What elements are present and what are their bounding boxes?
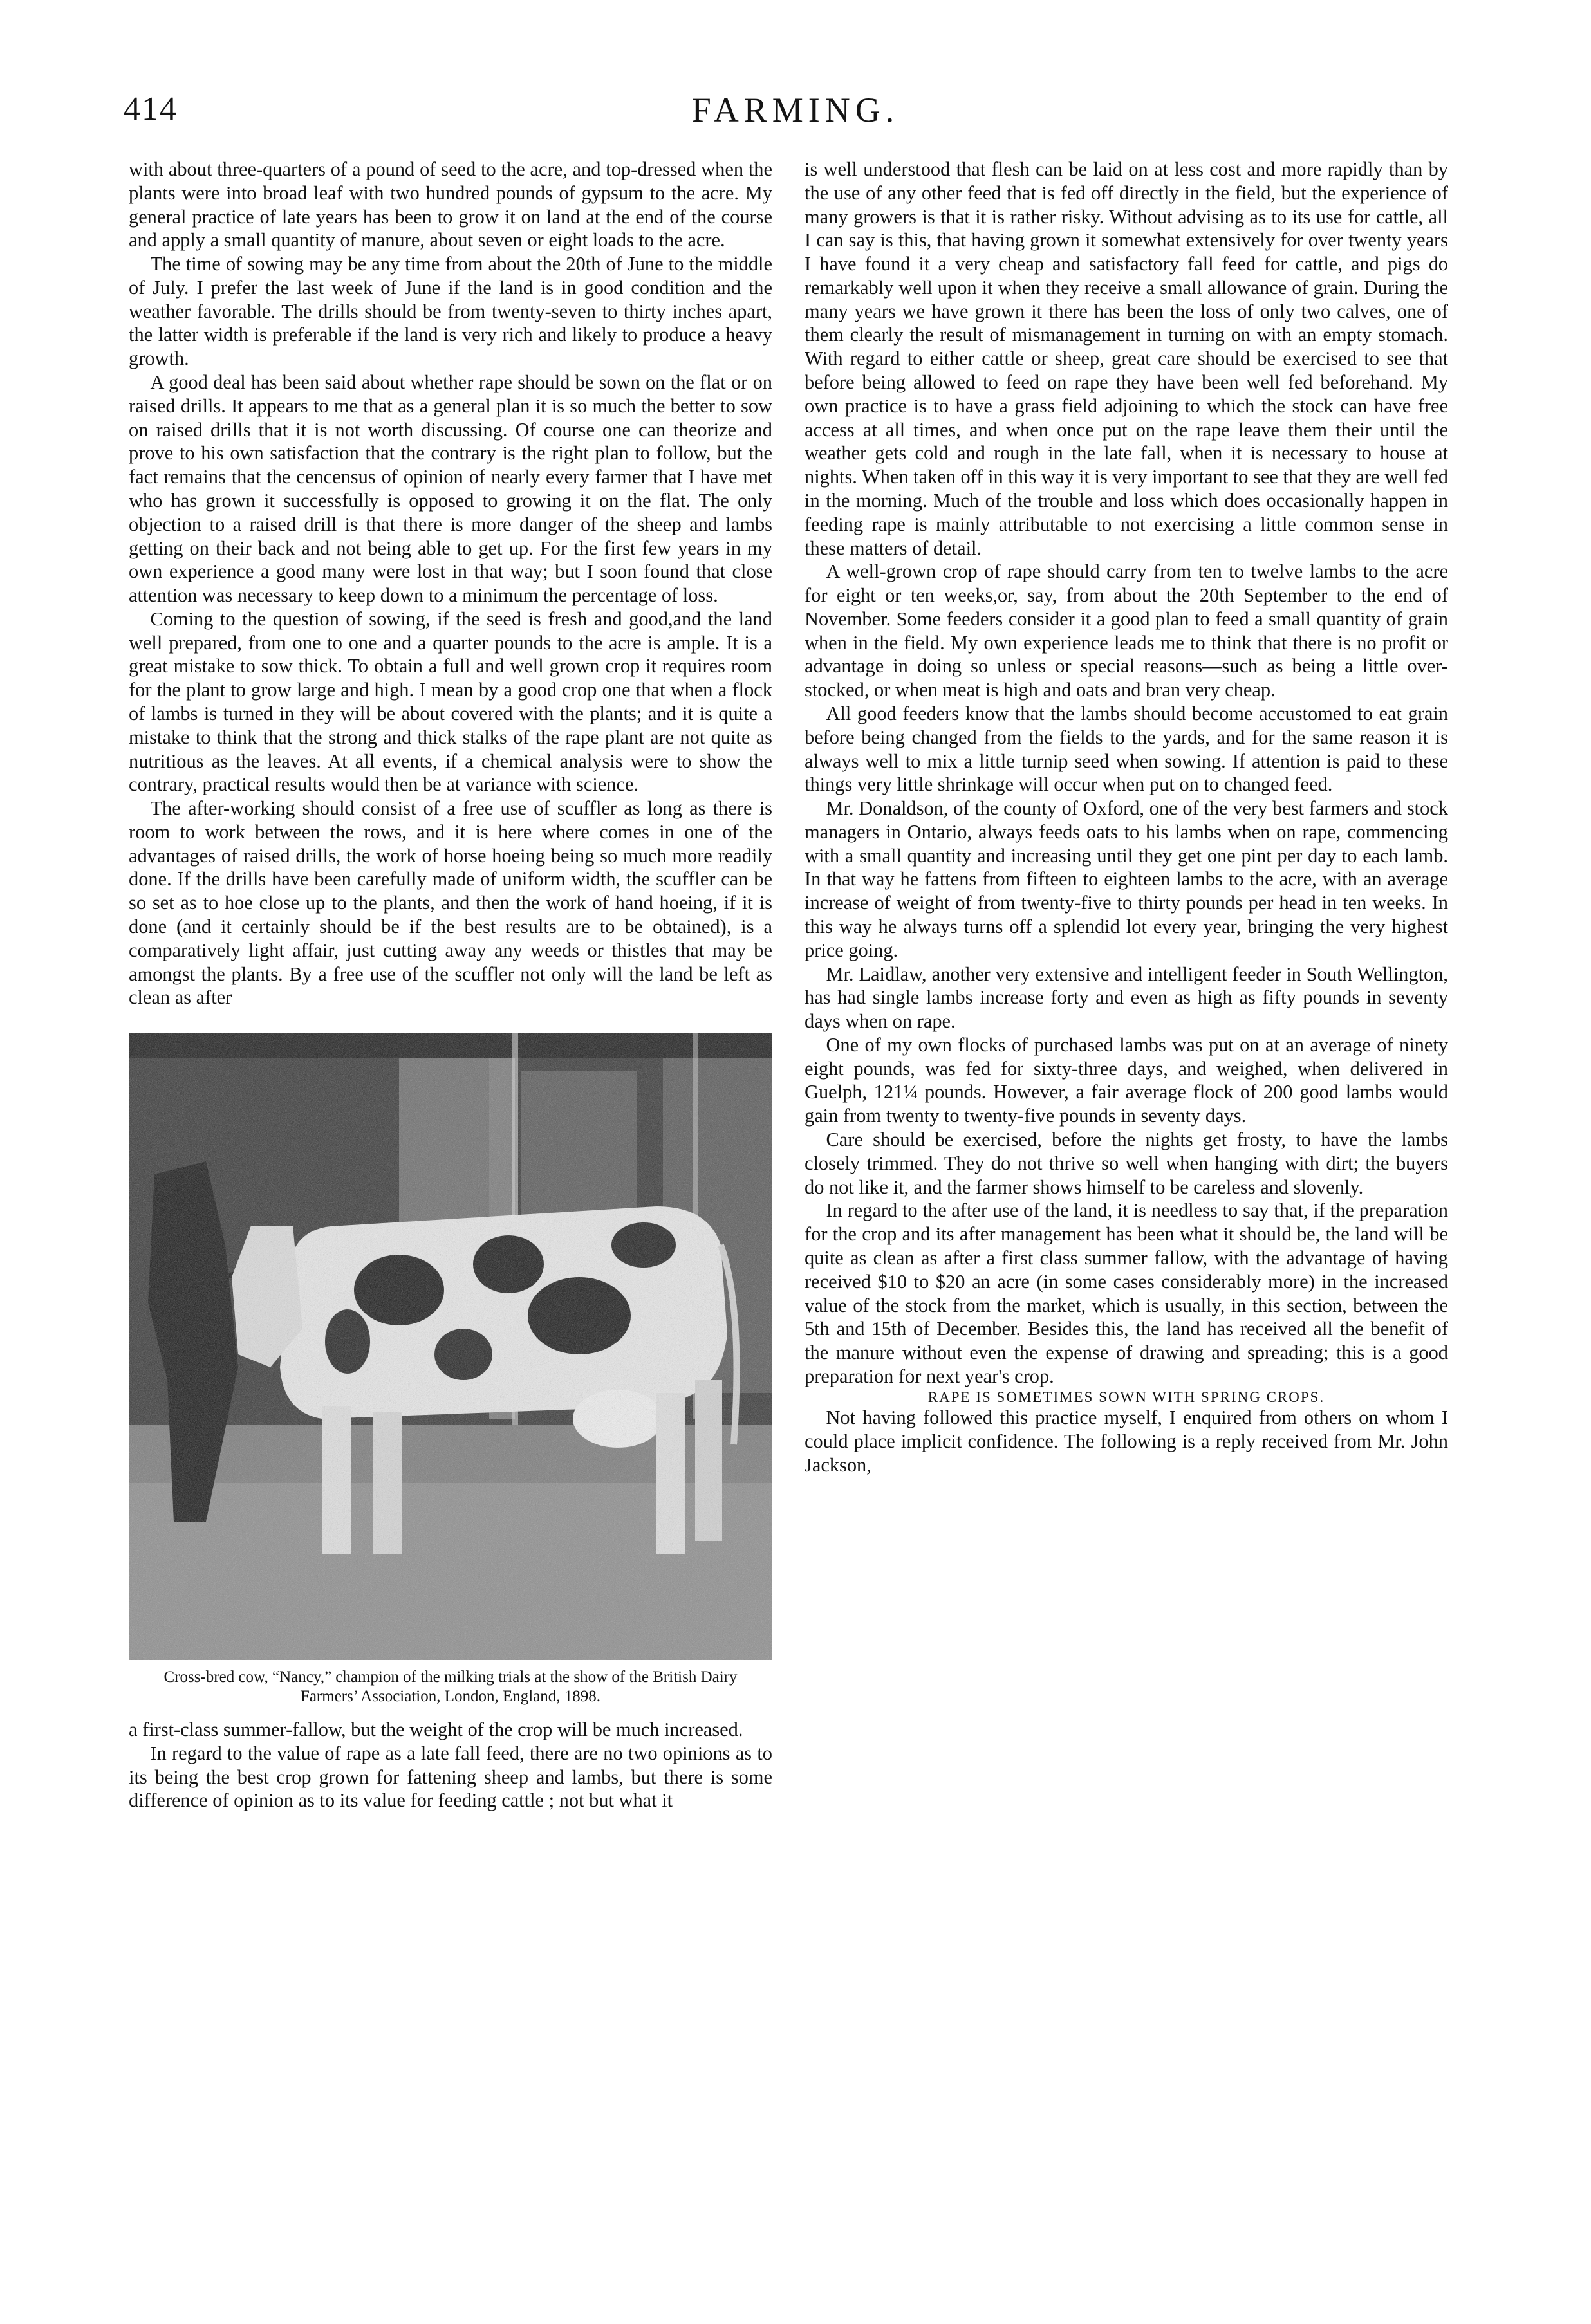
paragraph: Mr. Laidlaw, another very extensive and intelligent feeder in South Wellington, has had single lambs increase forty and even as high as fifty pounds in seventy days when on rape. (805, 963, 1448, 1033)
page-header (0, 90, 1591, 148)
paragraph: A well-grown crop of rape should carry from ten to twelve lambs to the acre for eight or ten weeks,or, say, from about the 20th September to the end of November. Some feeders consider it a good plan to feed a small quantity of grain when in the field. My own experience leads me to think that there is no profit or advantage in doing so unless or special reasons—such as being a little over-stocked, or when meat is high and oats and bran very cheap. (805, 560, 1448, 701)
paragraph: In regard to the after use of the land, it is needless to say that, if the preparation for the crop and its after management has been what it should be, the land will be quite as clean as after a first class summer fallow, with the advantage of having received $10 to $20 an acre (in some cases considerably more) in the increased value of the stock from the market, which is usually, in this section, between the 5th and 15th of December. Besides this, the land has received all the benefit of the manure without even the expense of drawing and spreading; this is a good preparation for next year's crop. (805, 1199, 1448, 1387)
paragraph: One of my own flocks of purchased lambs was put on at an average of ninety eight pounds, was fed for sixty-three days, and weighed, when delivered in Guelph, 121¼ pounds. However, a fair average flock of 200 good lambs would gain from twenty to twenty-five pounds in seventy days. (805, 1033, 1448, 1127)
paragraph: The time of sowing may be any time from about the 20th of June to the middle of July. I prefer the last week of June if the land is in good condition and the weather favorable. The drills should be from twenty-seven to thirty inches apart, the latter width is preferable if the land is very rich and likely to produce a heavy growth. (129, 253, 772, 370)
paragraph: is well understood that flesh can be laid on at less cost and more rapidly than by the use of any other feed that is fed off directly in the field, but the experience of many growers is that it is rather risky. Without advising as to its use for cattle, all I can say is this, that having grown it somewhat extensively for over twenty years I have found it a very cheap and satisfactory fall feed for cattle, and pigs do remarkably well upon it when they receive a small allowance of grain. During the many years we have grown it there has been the loss of only two calves, one of them clearly the result of mismanagement in turning on with an empty stomach. With regard to either cattle or sheep, great care should be exercised to see that before being allowed to feed on rape they have been well fed beforehand. My own practice is to have a grass field adjoining to which the stock can have free access at all times, and when once put on the rape leave them their until the weather gets cold and rough in the late fall, when it is necessary to house at nights. When taken off in this way it is very important to see that they are well fed in the morning. Much of the trouble and loss which does occasionally happen in feeding rape is mainly attributable to not exercising a little common sense in these matters of detail. (805, 158, 1448, 559)
paragraph: Mr. Donaldson, of the county of Oxford, one of the very best farmers and stock managers in Ontario, always feeds oats to his lambs when on rape, commencing with a small quantity and increasing until they get one pint per day to each lamb. In that way he fattens from fifteen to eighteen lambs to the acre, with an average increase of weight of from twenty-five to thirty pounds per head in ten weeks. In this way he always turns off a splendid lot every year, bringing the very highest price going. (805, 797, 1448, 961)
paragraph: A good deal has been said about whether rape should be sown on the flat or on raised drills. It appears to me that as a general plan it is so much the better to sow on raised drills that it is not worth discussing. Of course one can theorize and prove to his own satisfaction that the contrary is the right plan to follow, but the fact remains that the cencensus of opinion of nearly every farmer that I have met who has grown it successfully is opposed to growing it on the flat. The only objection to a raised drill is that there is more danger of the sheep and lambs getting on their back and not being able to get up. For the first few years in my own experience a good many were lost in that way; but I soon found that close attention was necessary to keep down to a minimum the percentage of loss. (129, 371, 772, 607)
right-column (805, 158, 1448, 1477)
paragraph: Care should be exercised, before the nights get frosty, to have the lambs closely trimmed. They do not thrive so well when hanging with dirt; the buyers do not like it, and the farmer shows himself to be careless and slovenly. (805, 1129, 1448, 1198)
paragraph: All good feeders know that the lambs should become accustomed to eat grain before being changed from the fields to the yards, and for the same reason it is always well to mix a little turnip seed when sowing. If attention is paid to these things very little shrinkage will occur when put on to changed feed. (805, 702, 1448, 796)
paragraph: a first-class summer-fallow, but the weight of the crop will be much increased. (129, 1719, 743, 1741)
section-subheading: RAPE IS SOMETIMES SOWN WITH SPRING CROPS. (927, 1388, 1325, 1405)
left-column (129, 158, 772, 1812)
cow-illustration (129, 1033, 772, 1660)
paragraph: In regard to the value of rape as a late fall feed, there are no two opinions as to its being the best crop grown for fattening sheep and lambs, but there is some difference of opinion as to its value for feeding cattle ; not but what it (129, 1742, 772, 1812)
running-title: FARMING. (691, 91, 900, 129)
paragraph: Not having followed this practice myself, I enquired from others on whom I could place implicit confidence. The following is a reply received from Mr. John Jackson, (805, 1406, 1448, 1477)
paragraph: Coming to the question of sowing, if the seed is fresh and good,and the land well prepared, from one to one and a quarter pounds to the acre is ample. It is a great mistake to sow thick. To obtain a full and well grown crop it requires room for the plant to grow large and high. I mean by a good crop one that when a flock of lambs is turned in they will be about covered with the plants; and it is quite a mistake to think that the strong and thick stalks of the rape plant are not quite as nutritious as the leaves. At all events, if a chemical analysis were to show the contrary, practical results would then be at variance with science. (129, 607, 772, 796)
figure (129, 1033, 772, 1706)
page-number: 414 (124, 91, 178, 127)
figure-caption: Cross-bred cow, “Nancy,” champion of the milking trials at the show of the British Dairy Farmers’ Association, London, England, 1898. (163, 1668, 738, 1706)
paragraph: The after-working should consist of a free use of scuffler as long as there is room to work between the rows, and it is here where comes in one of the advantages of raised drills, the work of horse hoeing being so much more readily done. If the drills have been carefully made of uniform width, the scuffler can be so set as to hoe close up to the plants, and then the work of hand hoeing, if it is done (and it certainly should be if the best results are to be obtained), is a comparatively light affair, just cutting away any weeds or thistles that may be amongst the plants. By a free use of the scuffler not only will the land be left as clean as after (129, 797, 772, 1009)
paragraph: with about three-quarters of a pound of seed to the acre, and top-dressed when the plants were into broad leaf with two hundred pounds of gypsum to the acre. My general practice of late years has been to grow it on land at the end of the course and apply a small quantity of manure, about seven or eight loads to the acre. (129, 158, 772, 252)
